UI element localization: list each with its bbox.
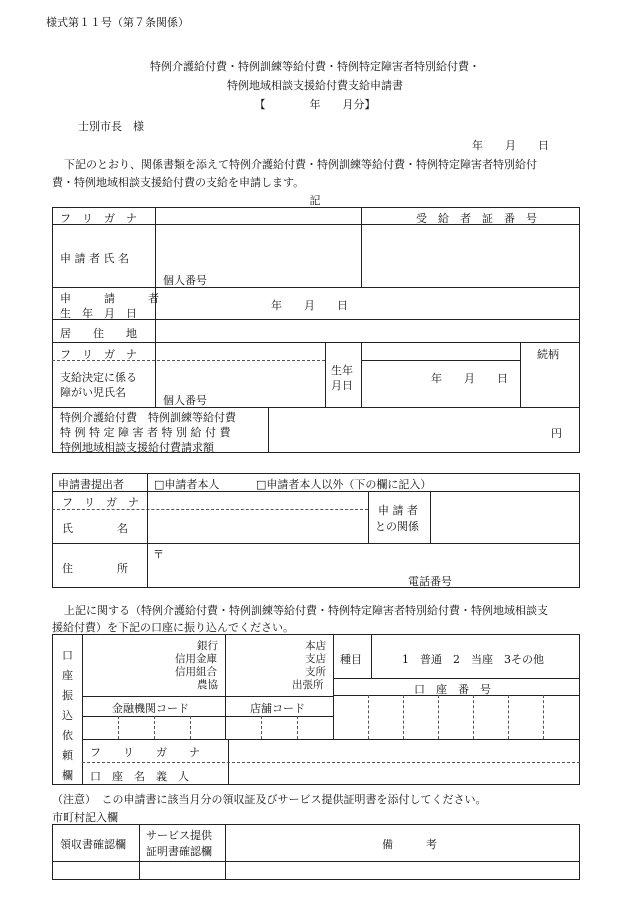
branch-type-1: 本店 — [305, 640, 326, 652]
personal-number-label-2: 個人番号 — [163, 394, 207, 407]
side-char-1: 口 — [62, 649, 73, 662]
option-other-person[interactable]: □申請者本人以外（下の欄に記入） — [256, 478, 432, 491]
birth-value: 年 月 日 — [431, 372, 508, 385]
account-kind-label: 種目 — [340, 653, 362, 666]
submitter-label: 申請書提出者 — [58, 478, 124, 491]
yen-unit: 円 — [551, 427, 562, 440]
bank-type-3: 信用組合 — [175, 666, 217, 678]
bank-type-2: 信用金庫 — [175, 653, 217, 665]
account-holder-label: 口 座 名 義 人 — [90, 770, 189, 783]
title-line3: 【 年 月分】 — [254, 98, 376, 111]
furigana-label-3: フ リ ガ ナ — [62, 496, 139, 509]
address-label: 居 住 地 — [60, 327, 137, 340]
child-label-1: 支給決定に係る — [60, 371, 137, 384]
intro-line2: 費・特例地域相談支援給付費の支給を申請します。 — [52, 176, 305, 189]
dob-label-1: 申 請 者 — [60, 292, 159, 305]
service-check-label-2: 証明書確認欄 — [146, 845, 212, 858]
relation-label-1: 申 請 者 — [378, 504, 418, 517]
ki-label: 記 — [309, 194, 321, 207]
branch-type-2: 支店 — [305, 653, 326, 665]
branch-type-4: 出張所 — [292, 679, 324, 691]
option-applicant-self[interactable]: □申請者本人 — [154, 478, 220, 491]
submitter-name-label: 氏 名 — [62, 522, 128, 535]
side-char-5: 依 — [62, 729, 73, 742]
recipient-number-label: 受 給 者 証 番 号 — [416, 212, 537, 225]
side-char-2: 座 — [62, 669, 73, 682]
addressee: 士別市長 様 — [78, 120, 144, 133]
city-section-label: 市町村記入欄 — [52, 811, 118, 824]
personal-number-label: 個人番号 — [163, 274, 207, 287]
side-char-6: 頼 — [62, 749, 73, 762]
side-char-4: 込 — [62, 709, 73, 722]
bank-code-label: 金融機関コード — [112, 702, 189, 715]
branch-code-label: 店舗コード — [250, 702, 305, 715]
title-line2: 特例地域相談支援給付費支給申請書 — [227, 79, 403, 92]
bank-type-1: 銀行 — [197, 640, 218, 652]
claim-label-3: 特例地域相談支援給付費請求額 — [60, 441, 214, 454]
postal-mark: 〒 — [153, 548, 164, 561]
side-char-7: 欄 — [62, 769, 73, 782]
bank-type-4: 農協 — [197, 679, 218, 691]
claim-label-2: 特 例 特 定 障 害 者 特 別 給 付 費 — [60, 426, 231, 439]
child-label-2: 障がい児氏名 — [60, 386, 126, 399]
transfer-note-line2: 援給付費）を下記の口座に振り込んでください。 — [52, 621, 294, 634]
intro-line1: 下記のとおり、関係書類を添えて特例介護給付費・特例訓練等給付費・特例特定障害者特別給付 — [64, 158, 537, 171]
transfer-note-line1: 上記に関する（特例介護給付費・特例訓練等給付費・特例特定障害者特別給付費・特例地域相談支 — [64, 604, 548, 617]
submitter-address-label: 住 所 — [62, 562, 128, 575]
account-kind-options: 1 普通 2 当座 3その他 — [402, 653, 544, 666]
application-date: 年 月 日 — [472, 139, 549, 152]
dob-label-2: 生 年 月 日 — [60, 307, 137, 320]
applicant-name-label: 申 請 者 氏 名 — [60, 252, 129, 265]
title-line1: 特例介護給付費・特例訓練等給付費・特例特定障害者特別給付費・ — [150, 60, 480, 73]
furigana-label-2: フ リ ガ ナ — [60, 348, 137, 361]
furigana-label: フ リ ガ ナ — [60, 212, 137, 225]
birth-label-1: 生年 — [331, 364, 353, 377]
phone-label: 電話番号 — [408, 575, 452, 588]
birth-label-2: 月日 — [331, 379, 353, 392]
dob-value: 年 月 日 — [271, 299, 348, 312]
form-number: 様式第１１号（第７条関係） — [46, 16, 189, 29]
receipt-check-label: 領収書確認欄 — [60, 838, 126, 851]
relation-label-2: との関係 — [375, 520, 419, 533]
relation-label: 続柄 — [537, 348, 559, 361]
side-char-3: 振 — [62, 689, 73, 702]
remarks-label: 備 考 — [382, 838, 437, 851]
branch-type-3: 支所 — [305, 666, 326, 678]
holder-furigana-label: フ リ ガ ナ — [90, 746, 200, 759]
account-number-label: 口 座 番 号 — [414, 683, 491, 696]
claim-label-1: 特例介護給付費 特例訓練等給付費 — [60, 411, 236, 424]
service-check-label-1: サービス提供 — [146, 829, 212, 842]
attention-note: （注意） この申請書に該当月分の領収証及びサービス提供証明書を添付してください。 — [52, 793, 487, 806]
